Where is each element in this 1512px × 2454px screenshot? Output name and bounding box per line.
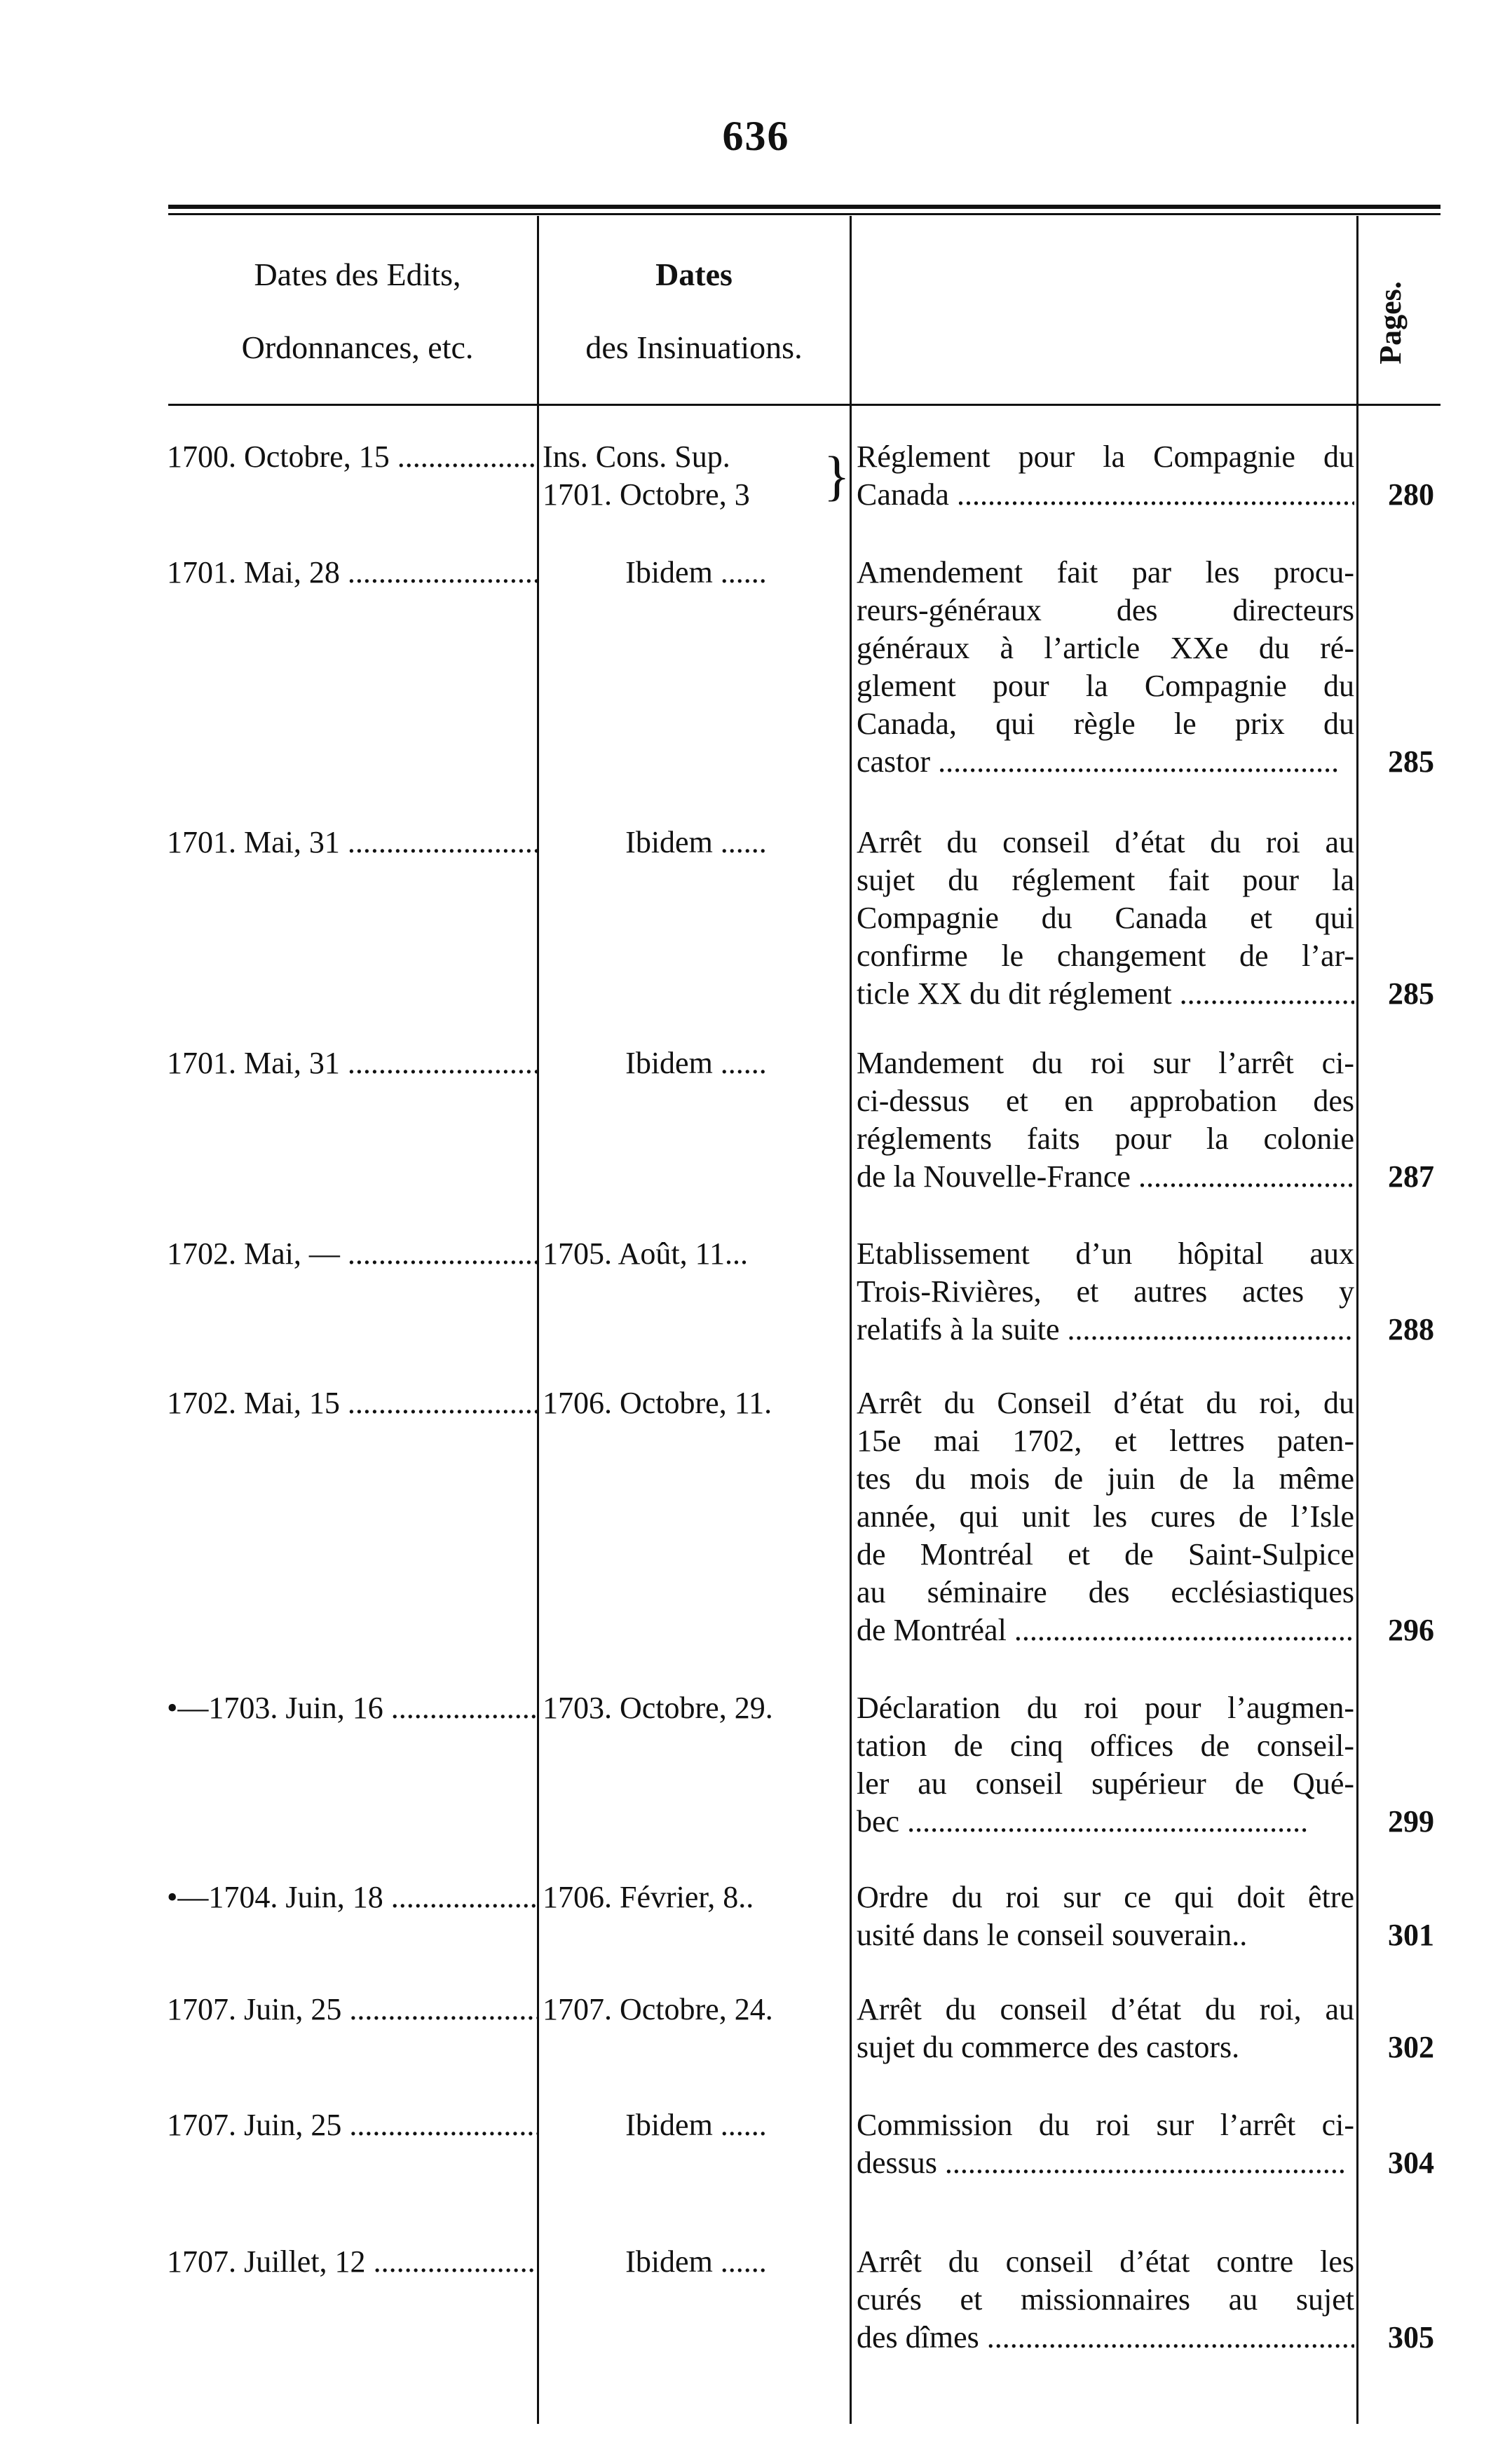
edit-date: 1701. Mai, 31 ..... <box>167 1044 538 1082</box>
edit-date: •—1703. Juin, 16 ..... <box>167 1689 538 1727</box>
insinuation-date <box>543 438 850 514</box>
page-number: 636 <box>722 113 790 159</box>
edit-date: 1707. Juin, 25 ..... <box>167 2106 538 2144</box>
description <box>857 2106 1354 2182</box>
insinuation-line: 1707. Octobre, 24. <box>543 1992 773 2026</box>
insinuation-line: 1705. Août, 11... <box>543 1236 748 1271</box>
description-line: Amendement fait par les procu- <box>857 555 1354 589</box>
header-dates-edits-line1: Dates des Edits, <box>254 257 461 292</box>
description <box>857 1044 1354 1196</box>
page-ref: 285 <box>1388 744 1434 779</box>
insinuation-date <box>543 2243 850 2281</box>
top-double-rule-thin <box>168 213 1441 215</box>
description-line: Commission du roi sur l’arrêt ci- <box>857 2108 1354 2142</box>
description-line: Mandement du roi sur l’arrêt ci- <box>857 1046 1354 1080</box>
description <box>857 438 1354 514</box>
description <box>857 824 1354 1013</box>
description <box>857 1235 1354 1349</box>
description-line: ler au conseil supérieur de Qué- <box>857 1766 1354 1801</box>
header-dates-insinuations-line2: des Insinuations. <box>585 329 803 365</box>
header-dates-edits-line2: Ordonnances, etc. <box>241 329 474 365</box>
insinuation-line: 1706. Octobre, 11. <box>543 1386 772 1420</box>
description-line: au séminaire des ecclésiastiques <box>857 1575 1354 1609</box>
insinuation-date <box>543 1879 850 1916</box>
description-line: Compagnie du Canada et qui <box>857 901 1354 935</box>
page-ref: 299 <box>1388 1804 1434 1839</box>
description-line: réglements faits pour la colonie <box>857 1122 1354 1156</box>
header-bottom-rule <box>168 404 1441 406</box>
description-line: ci-dessus et en approbation des <box>857 1084 1354 1118</box>
edit-date: 1707. Juin, 25 ..... <box>167 1991 538 2029</box>
page-ref: 280 <box>1388 477 1434 512</box>
description-line: sujet du réglement fait pour la <box>857 863 1354 897</box>
description-line: reurs-généraux des directeurs <box>857 593 1354 627</box>
insinuation-line: 1706. Février, 8.. <box>543 1880 754 1914</box>
description-line: bec ..... <box>857 1803 1354 1841</box>
page-ref: 304 <box>1388 2146 1434 2180</box>
description-line: ticle XX du dit réglement ..... <box>857 975 1354 1013</box>
description-line: Trois-Rivières, et autres actes y <box>857 1274 1354 1309</box>
insinuation-date <box>543 1384 850 1422</box>
page-ref: 288 <box>1388 1312 1434 1347</box>
insinuation-date <box>543 554 850 592</box>
insinuation-date <box>543 824 850 861</box>
description-line: tation de cinq offices de conseil- <box>857 1729 1354 1763</box>
description-line: glement pour la Compagnie du <box>857 669 1354 703</box>
description-line: Réglement pour la Compagnie du <box>857 439 1354 474</box>
description-line: Arrêt du conseil d’état contre les <box>857 2244 1354 2279</box>
brace-glyph: } <box>824 445 850 506</box>
edit-date: •—1704. Juin, 18 ..... <box>167 1879 538 1916</box>
description-line: généraux à l’article XXe du ré- <box>857 631 1354 665</box>
header-pages <box>1365 252 1415 393</box>
top-double-rule <box>168 205 1441 209</box>
edit-date: 1702. Mai, — ..... <box>167 1235 538 1273</box>
description-line: tes du mois de juin de la même <box>857 1461 1354 1496</box>
column-divider-2 <box>850 216 852 2424</box>
description-line: Arrêt du Conseil d’état du roi, du <box>857 1386 1354 1420</box>
description-line: de Montréal ..... <box>857 1611 1354 1649</box>
description-line: année, qui unit les cures de l’Isle <box>857 1499 1354 1534</box>
header-pages-label: Pages. <box>1373 280 1408 364</box>
description <box>857 1689 1354 1841</box>
edit-date: 1707. Juillet, 12 ..... <box>167 2243 538 2281</box>
page-ref: 301 <box>1388 1918 1434 1952</box>
edit-date: 1702. Mai, 15 ..... <box>167 1384 538 1422</box>
description <box>857 554 1354 781</box>
description-line: Déclaration du roi pour l’augmen- <box>857 1691 1354 1725</box>
page-ref: 302 <box>1388 2030 1434 2064</box>
description-line: sujet du commerce des castors. <box>857 2030 1240 2064</box>
description-line: Ordre du roi sur ce qui doit être <box>857 1880 1354 1914</box>
header-dates-edits <box>182 238 533 384</box>
page-ref: 285 <box>1388 976 1434 1011</box>
description <box>857 2243 1354 2357</box>
description-line: Arrêt du conseil d’état du roi, au <box>857 1992 1354 2026</box>
description-line: relatifs à la suite ..... <box>857 1311 1354 1349</box>
description-line: confirme le changement de l’ar- <box>857 939 1354 973</box>
column-divider-3 <box>1356 216 1358 2424</box>
page-ref: 287 <box>1388 1159 1434 1194</box>
insinuation-line: Ibidem ...... <box>625 2244 767 2279</box>
insinuation-line: 1701. Octobre, 3 <box>543 477 750 512</box>
description-line: Canada, qui règle le prix du <box>857 707 1354 741</box>
description-line: usité dans le conseil souverain.. <box>857 1918 1248 1952</box>
description-line: curés et missionnaires au sujet <box>857 2282 1354 2317</box>
insinuation-date <box>543 1044 850 1082</box>
page-ref: 296 <box>1388 1613 1434 1647</box>
description <box>857 1384 1354 1649</box>
description-line: Canada ..... <box>857 476 1354 514</box>
edit-date: 1700. Octobre, 15 ..... <box>167 438 538 476</box>
insinuation-date <box>543 1991 850 2029</box>
description-line: de la Nouvelle-France ..... <box>857 1158 1354 1196</box>
description <box>857 1991 1354 2066</box>
description-line: 15e mai 1702, et lettres paten- <box>857 1424 1354 1458</box>
insinuation-date <box>543 2106 850 2144</box>
page-ref: 305 <box>1388 2320 1434 2354</box>
insinuation-line: Ibidem ...... <box>625 1046 767 1080</box>
header-dates-insinuations-line1: Dates <box>655 257 733 292</box>
insinuation-line: Ibidem ...... <box>625 2108 767 2142</box>
insinuation-line: 1703. Octobre, 29. <box>543 1691 773 1725</box>
insinuation-date <box>543 1235 850 1273</box>
edit-date: 1701. Mai, 31 ..... <box>167 824 538 861</box>
description-line: de Montréal et de Saint-Sulpice <box>857 1537 1354 1572</box>
column-divider-1 <box>537 216 539 2424</box>
insinuation-date <box>543 1689 850 1727</box>
insinuation-line: Ibidem ...... <box>625 555 767 589</box>
description <box>857 1879 1354 1954</box>
description-line: des dîmes ..... <box>857 2319 1354 2357</box>
description-line: castor ..... <box>857 743 1354 781</box>
description-line: Etablissement d’un hôpital aux <box>857 1236 1354 1271</box>
header-dates-insinuations <box>540 238 848 384</box>
insinuation-line: Ibidem ...... <box>625 825 767 859</box>
insinuation-line: Ins. Cons. Sup. <box>543 439 730 474</box>
edit-date: 1701. Mai, 28 ..... <box>167 554 538 592</box>
description-line: Arrêt du conseil d’état du roi au <box>857 825 1354 859</box>
description-line: dessus ..... <box>857 2144 1354 2182</box>
